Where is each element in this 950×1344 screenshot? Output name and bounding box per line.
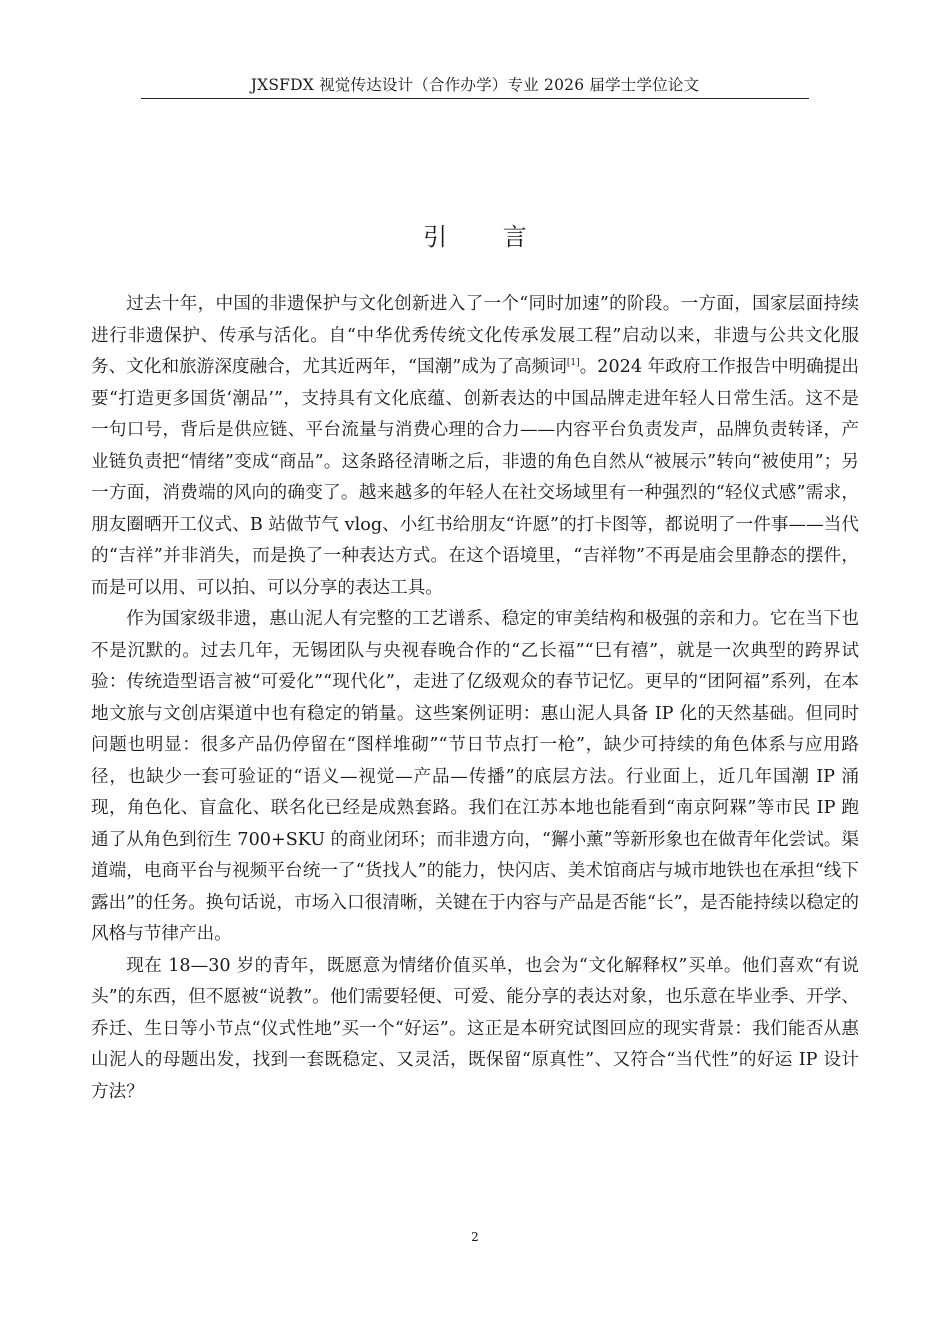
header-rule	[141, 98, 809, 99]
paragraph-1	[91, 289, 859, 604]
page-number: 2	[471, 1230, 479, 1244]
running-header: JXSFDX 视觉传达设计（合作办学）专业 2026 届学士学位论文	[250, 76, 700, 94]
paragraph-1-part-a: 过去十年，中国的非遗保护与文化创新进入了一个“同时加速”的阶段。一方面，国家层面持续进行非遗保护、传承与活化。自“中华优秀传统文化传承发展工程”启动以来，非遗与公共文化服务、文化和旅游深度融合，尤其近两年，“国潮”成为了高频词	[91, 294, 859, 377]
body-text	[91, 289, 859, 1108]
citation-ref-1[interactable]: [1]	[566, 358, 580, 368]
paragraph-2: 作为国家级非遗，惠山泥人有完整的工艺谱系、稳定的审美结构和极强的亲和力。它在当下也不是沉默的。过去几年，无锡团队与央视春晚合作的“乙长福”“巳有禧”，就是一次典型的跨界试验：传统造型语言被“可爱化”“现代化”，走进了亿级观众的春节记忆。更早的“团阿福”系列，在本地文旅与文创店渠道中也有稳定的销量。这些案例证明：惠山泥人具备 IP 化的天然基础。但同时问题也明显：很多产品仍停留在“图样堆砌”“节日节点打一枪”，缺少可持续的角色体系与应用路径，也缺少一套可验证的“语义—视觉—产品—传播”的底层方法。行业面上，近几年国潮 IP 涌现，角色化、盲盒化、联名化已经是成熟套路。我们在江苏本地也能看到“南京阿槑”等市民 IP 跑通了从角色到衍生 700+SKU 的商业闭环；而非遗方向，“獬小薰”等新形象也在做青年化尝试。渠道端，电商平台与视频平台统一了“货找人”的能力，快闪店、美术馆商店与城市地铁也在承担“线下露出”的任务。换句话说，市场入口很清晰，关键在于内容与产品是否能“长”，是否能持续以稳定的风格与节律产出。	[91, 609, 859, 944]
paragraph-3: 现在 18—30 岁的青年，既愿意为情绪价值买单，也会为“文化解释权”买单。他们喜欢“有说头”的东西，但不愿被“说教”。他们需要轻便、可爱、能分享的表达对象，也乐意在毕业季、开学、乔迁、生日等小节点“仪式性地”买一个“好运”。这正是本研究试图回应的现实背景：我们能否从惠山泥人的母题出发，找到一套既稳定、又灵活，既保留“原真性”、又符合“当代性”的好运 IP 设计方法？	[91, 955, 859, 1102]
section-title: 引 言	[423, 223, 551, 251]
paragraph-1-part-b: 。2024 年政府工作报告中明确提出要“打造更多国货‘潮品’”，支持具有文化底蕴、创新表达的中国品牌走进年轻人日常生活。这不是一句口号，背后是供应链、平台流量与消费心理的合力——内容平台负责发声，品牌负责转译，产业链负责把“情绪”变成“商品”。这条路径清晰之后，非遗的角色自然从“被展示”转向“被使用”；另一方面，消费端的风向的确变了。越来越多的年轻人在社交场域里有一种强烈的“轻仪式感”需求，朋友圈晒开工仪式、B 站做节气 vlog、小红书给朋友“许愿”的打卡图等，都说明了一件事——当代的“吉祥”并非消失，而是换了一种表达方式。在这个语境里，“吉祥物”不再是庙会里静态的摆件，而是可以用、可以拍、可以分享的表达工具。	[91, 357, 859, 598]
